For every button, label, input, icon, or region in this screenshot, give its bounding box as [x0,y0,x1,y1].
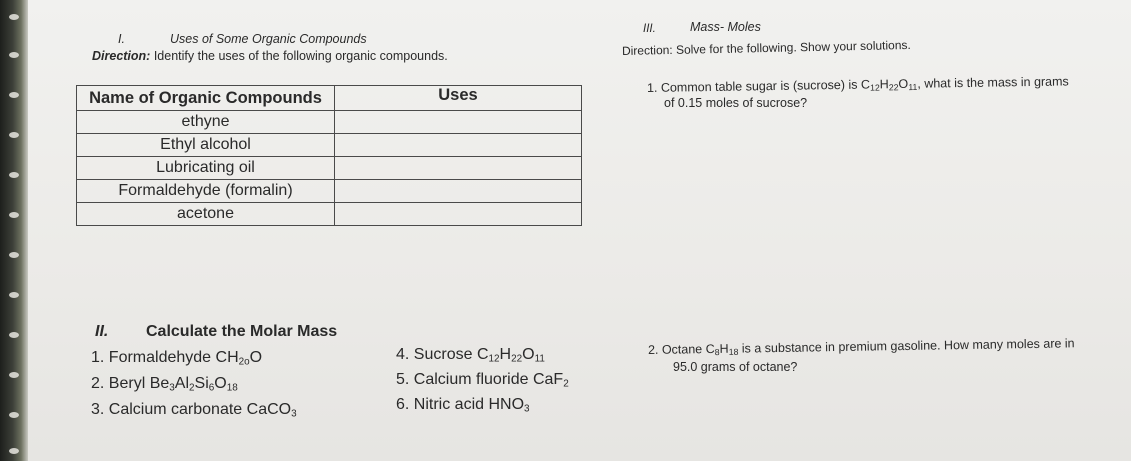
compound-name: Ethyl alcohol [77,134,335,157]
problem-2: 2. Octane $C_8H_{18}$ is a substance in premium gasoline. How many moles are in [647,336,1075,358]
compound-name: ethyne [77,111,335,134]
problem-2-line-2: 95.0 grams of octane? [673,360,798,374]
formula: $HNO_3$ [488,396,530,415]
section-1-numeral: I. [118,32,125,46]
compound-name: Formaldehyde (formalin) [77,180,335,203]
section-1-title: Uses of Some Organic Compounds [170,32,367,46]
formula: $CH_{2o}O$ [215,349,263,368]
compound-name: Lubricating oil [77,157,335,180]
header-uses: Uses [335,86,582,111]
formula: $C_8H_{18}$ [705,341,739,358]
molar-item: 2. Beryl $Be_3Al_2Si_6O_{18}$ [91,375,238,394]
table-row [77,180,582,203]
direction-label: Direction: [92,49,151,63]
compound-use-cell[interactable] [335,157,582,180]
molar-item: 1. Formaldehyde $CH_{2o}O$ [91,349,263,368]
notebook-binding [0,0,28,461]
table-row [77,203,582,226]
section-3-direction: Direction: Solve for the following. Show your solutions. [621,37,911,58]
molar-item: 3. Calcium carbonate CaCO$_3$ [91,401,297,420]
organic-compounds-table [76,85,582,226]
section-3-title: Mass- Moles [690,20,761,34]
header-name: Name of Organic Compounds [77,86,335,111]
formula: $Be_3Al_2Si_6O_{18}$ [149,375,238,394]
compound-use-cell[interactable] [335,111,582,134]
table-header-row [77,86,582,111]
section-2-title: Calculate the Molar Mass [146,323,338,340]
problem-1: 1. Common table sugar is (sucrose) is $C_{12}H_{22}O_{11}$, what is the mass in grams [646,74,1069,95]
formula: $C_{12}H_{22}O_{11}$ [860,76,918,93]
section-2-numeral: II. [95,323,109,340]
molar-item: 4. Sucrose $C_{12}H_{22}O_{11}$ [396,346,545,365]
direction-text: Identify the uses of the following organic compounds. [153,49,448,63]
compound-name: acetone [77,203,335,226]
compound-use-cell[interactable] [335,180,582,203]
molar-item: 5. Calcium fluoride CaF$_2$ [396,371,569,390]
formula: CaCO$_3$ [246,401,297,420]
table-row [77,157,582,180]
formula: CaF$_2$ [532,371,569,390]
table-row [77,134,582,157]
formula: $C_{12}H_{22}O_{11}$ [476,346,545,365]
compound-use-cell[interactable] [335,134,582,157]
compound-use-cell[interactable] [335,203,582,226]
problem-1-line-2: of 0.15 moles of sucrose? [664,96,808,110]
section-1-direction [92,49,448,63]
section-3-numeral: III. [643,23,656,35]
molar-item: 6. Nitric acid $HNO_3$ [396,396,530,415]
table-row [77,111,582,134]
